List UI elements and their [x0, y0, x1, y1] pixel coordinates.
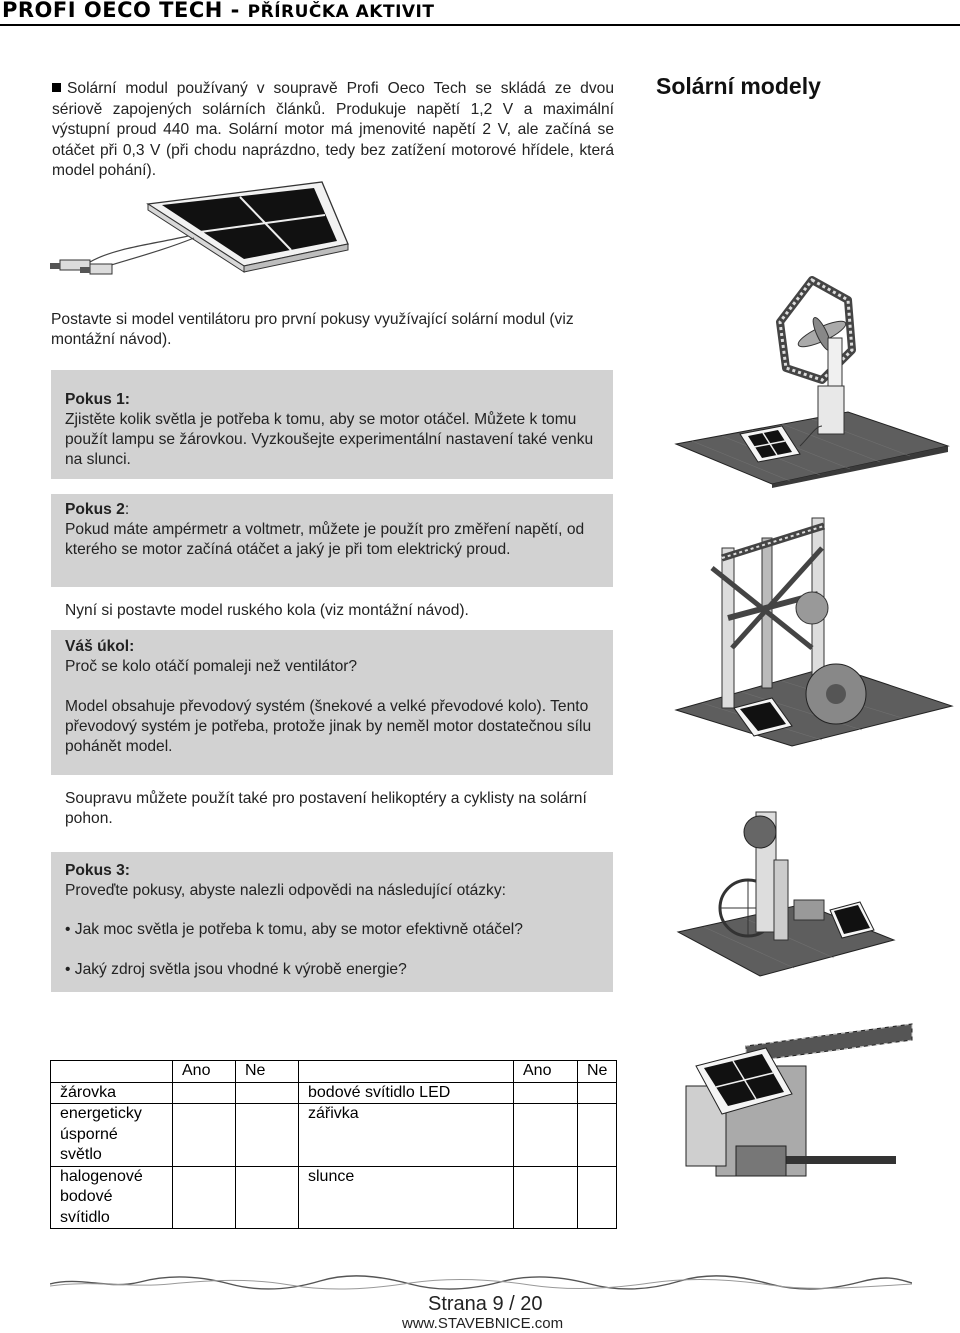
- pokus1-box: [51, 370, 613, 479]
- pokus3-bullet-1: [65, 920, 535, 940]
- task-title: Váš úkol:: [65, 638, 135, 655]
- header-cell: Ne: [236, 1061, 299, 1083]
- header-cell: Ano: [173, 1061, 236, 1083]
- header-subtitle: PŘÍRUČKA AKTIVIT: [247, 2, 435, 22]
- answer-cell[interactable]: [578, 1166, 617, 1229]
- answer-cell[interactable]: [236, 1082, 299, 1104]
- pokus2-title-line: [65, 500, 129, 520]
- pokus2-box: [51, 494, 613, 587]
- intro-paragraph: [52, 79, 614, 182]
- pokus3-text: Proveďte pokusy, abyste nalezli odpovědi na následující otázky:: [65, 882, 506, 899]
- header-rule: [0, 24, 960, 26]
- task-answer: Model obsahuje převodový systém (šnekové a velké převodové kolo). Tento převodový systém je potřeba, protože jinak by neměl motor dostatečnou sílu pohánět model.: [65, 698, 592, 755]
- light-source-cell: halogenové bodové svítidlo: [51, 1166, 173, 1229]
- answer-cell[interactable]: [173, 1104, 236, 1167]
- ferris-wheel-illustration: [672, 498, 954, 748]
- header-cell: [51, 1061, 173, 1083]
- task-box: [51, 630, 613, 775]
- page-number: Strana 9 / 20: [428, 1293, 543, 1315]
- pokus2-text: Pokud máte ampérmetr a voltmetr, můžete je použít pro změření napětí, od kterého se motor začíná otáčet a jaký je při tom elektrický proud.: [65, 521, 585, 558]
- answer-cell[interactable]: [173, 1166, 236, 1229]
- pokus3-title: Pokus 3:: [65, 862, 130, 879]
- task-question: Proč se kolo otáčí pomaleji než ventilátor?: [65, 658, 358, 675]
- header-title: [2, 0, 434, 22]
- header-cell: Ano: [514, 1061, 578, 1083]
- answer-cell[interactable]: [173, 1082, 236, 1104]
- pokus3-box: [51, 852, 613, 992]
- answer-cell[interactable]: [236, 1166, 299, 1229]
- answer-cell[interactable]: [236, 1104, 299, 1167]
- table-row: [51, 1082, 617, 1104]
- answer-cell[interactable]: [514, 1082, 578, 1104]
- table-header-row: [51, 1061, 617, 1083]
- light-source-cell: slunce: [299, 1166, 514, 1229]
- light-source-cell: žárovka: [51, 1082, 173, 1104]
- fan-instruction: Postavte si model ventilátoru pro první pokusy využívající solární modul (viz montážní návod).: [51, 311, 574, 348]
- pokus1-title: Pokus 1:: [65, 391, 130, 408]
- intro-text: Solární modul používaný v soupravě Profi Oeco Tech se skládá ze dvou sériově zapojených solárních článků. Produkuje napětí 1,2 V a maximální výstupní proud 440 ma. Solární motor má jmenovité napětí 2 V, ale začíná se otáčet při 0,3 V (při chodu naprázdno, tedy bez zatížení motorové hřídele, která model pohání).: [52, 80, 614, 179]
- footer-wave-divider: [50, 1272, 912, 1294]
- table-row: [51, 1166, 617, 1229]
- footer-url[interactable]: www.STAVEBNICE.com: [402, 1315, 564, 1332]
- section-title: Solární modely: [656, 73, 821, 99]
- header-cell: Ne: [578, 1061, 617, 1083]
- pokus2-title-suffix: :: [124, 501, 130, 518]
- answer-cell[interactable]: [514, 1104, 578, 1167]
- cyclist-illustration: [674, 800, 896, 978]
- wheel-instruction: Nyní si postavte model ruského kola (viz montážní návod).: [65, 602, 469, 619]
- helicopter-illustration: [676, 1006, 916, 1196]
- header-cell: [299, 1061, 514, 1083]
- answer-cell[interactable]: [578, 1082, 617, 1104]
- light-source-cell: zářivka: [299, 1104, 514, 1167]
- header-separator: -: [222, 0, 248, 22]
- bullet-text: • Jak moc světla je potřeba k tomu, aby se motor efektivně otáčel?: [65, 921, 523, 938]
- pokus2-title: Pokus 2: [65, 501, 125, 518]
- fan-model-illustration: [672, 276, 952, 488]
- answer-cell[interactable]: [514, 1166, 578, 1229]
- table-row: [51, 1104, 617, 1167]
- solar-module-illustration: [44, 178, 354, 278]
- square-bullet-icon: [52, 83, 61, 92]
- light-source-cell: energeticky úsporné světlo: [51, 1104, 173, 1167]
- kit-note: Soupravu můžete použít také pro postavení helikoptéry a cyklisty na solární pohon.: [65, 790, 587, 827]
- header-brand: PROFI OECO TECH: [2, 0, 223, 22]
- light-source-cell: bodové svítidlo LED: [299, 1082, 514, 1104]
- answer-cell[interactable]: [578, 1104, 617, 1167]
- pokus3-bullet-2: • Jaký zdroj světla jsou vhodné k výrobě energie?: [65, 961, 407, 978]
- pokus1-text: Zjistěte kolik světla je potřeba k tomu, aby se motor otáčel. Můžete k tomu použít lampu se žárovkou. Vyzkoušejte experimentální nastavení také venku na slunci.: [65, 411, 594, 468]
- answer-table: [50, 1060, 617, 1229]
